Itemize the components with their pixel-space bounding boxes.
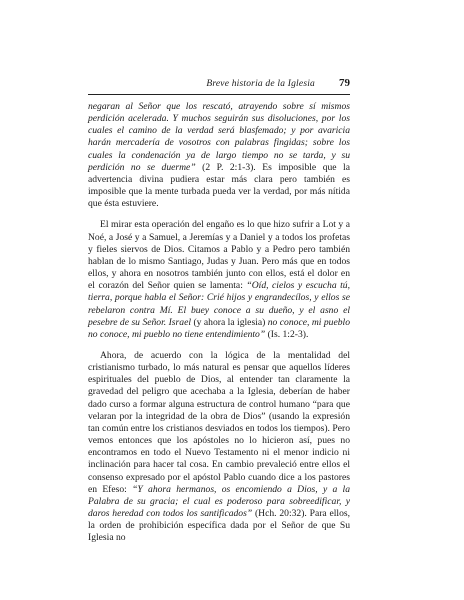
- scripture-quote: no conoce, mi pueblo no conoce, mi pueblo no tiene entendimiento”: [88, 316, 350, 340]
- text-run: negaran al Señor que los rescató, atrayendo sobre sí mismos perdición acelerada. Y muchos seguirán sus disoluciones, por los cuales el camino de la verdad será blasfemado; y por avaricia harán mercadería de vosotros con palabras fingidas; sobre los cuales la condenación ya de largo tiempo no se tarda, y su perdición no se duerme”: [88, 101, 350, 173]
- paragraph-continuation: [88, 101, 350, 210]
- page-body: [88, 101, 350, 544]
- paragraph: [88, 219, 350, 341]
- scripture-quote: “Y ahora hermanos, os encomiendo a Dios, y a la Palabra de su gracia; el cual es poderoso para sobreedificar, y daros heredad con todos los santificados”: [88, 483, 350, 519]
- text-run: El mirar esta operación del engaño es lo que hizo sufrir a Lot y a Noé, a José y a Samuel, a Jeremías y a Daniel y a todos los profetas y fieles siervos de Dios. Citamos a Pablo y a Pedro pero también hablan de lo mismo Santiago, Judas y Juan. Pero más que en todos ellos, y ahora en nosotros también junto con ellos, está el dolor en el corazón del Señor quien se lamenta:: [88, 219, 350, 292]
- text-run: (y ahora la iglesia): [191, 316, 268, 328]
- scripture-quote: “Oíd, cielos y escucha tú, tierra, porque habla el Señor: Crié hijos y engrandecílos, y ellos se rebelaron contra Mí. El buey conoce a su dueño, y el asno el pesebre de su Señor. Israel: [88, 280, 350, 328]
- page-number: 79: [339, 77, 350, 89]
- text-run: Ahora, de acuerdo con la lógica de la mentalidad del cristianismo turbado, lo más natural es pensar que aquellos líderes espirituales del pueblo de Dios, al entender tan claramente la gravedad del peligro que acechaba a la Iglesia, deberían de haber dado curso a formar alguna estructura de control humano “para que velaran por la integridad de la obra de Dios” (usando la expresión tan común entre los cristianos desviados en todos los tiempos). Pero vemos entonces que los apóstoles no lo hicieron así, pues no encontramos en todo el Nuevo Testamento ni el menor indicio ni inclinación para hacer tal cosa. En cambio prevaleció entre ellos el consenso expresado por el apóstol Pablo cuando dice a los pastores en Efeso:: [88, 349, 350, 495]
- running-header: [88, 77, 350, 93]
- header-rule: [88, 94, 350, 95]
- text-run: (2 P. 2:1-3). Es imposible que la advertencia divina pudiera estar más clara pero también es imposible que la mente turbada pueda ver la verdad, por más nítida que ésta estuviere.: [88, 161, 350, 210]
- text-run: (Hch. 20:32). Para ellos, la orden de prohibición específica dada por el Señor de que Su Iglesia no: [88, 508, 350, 544]
- text-run: (Is. 1:2-3).: [265, 328, 309, 340]
- paragraph: [88, 350, 350, 545]
- running-title: Breve historia de la Iglesia: [206, 79, 315, 89]
